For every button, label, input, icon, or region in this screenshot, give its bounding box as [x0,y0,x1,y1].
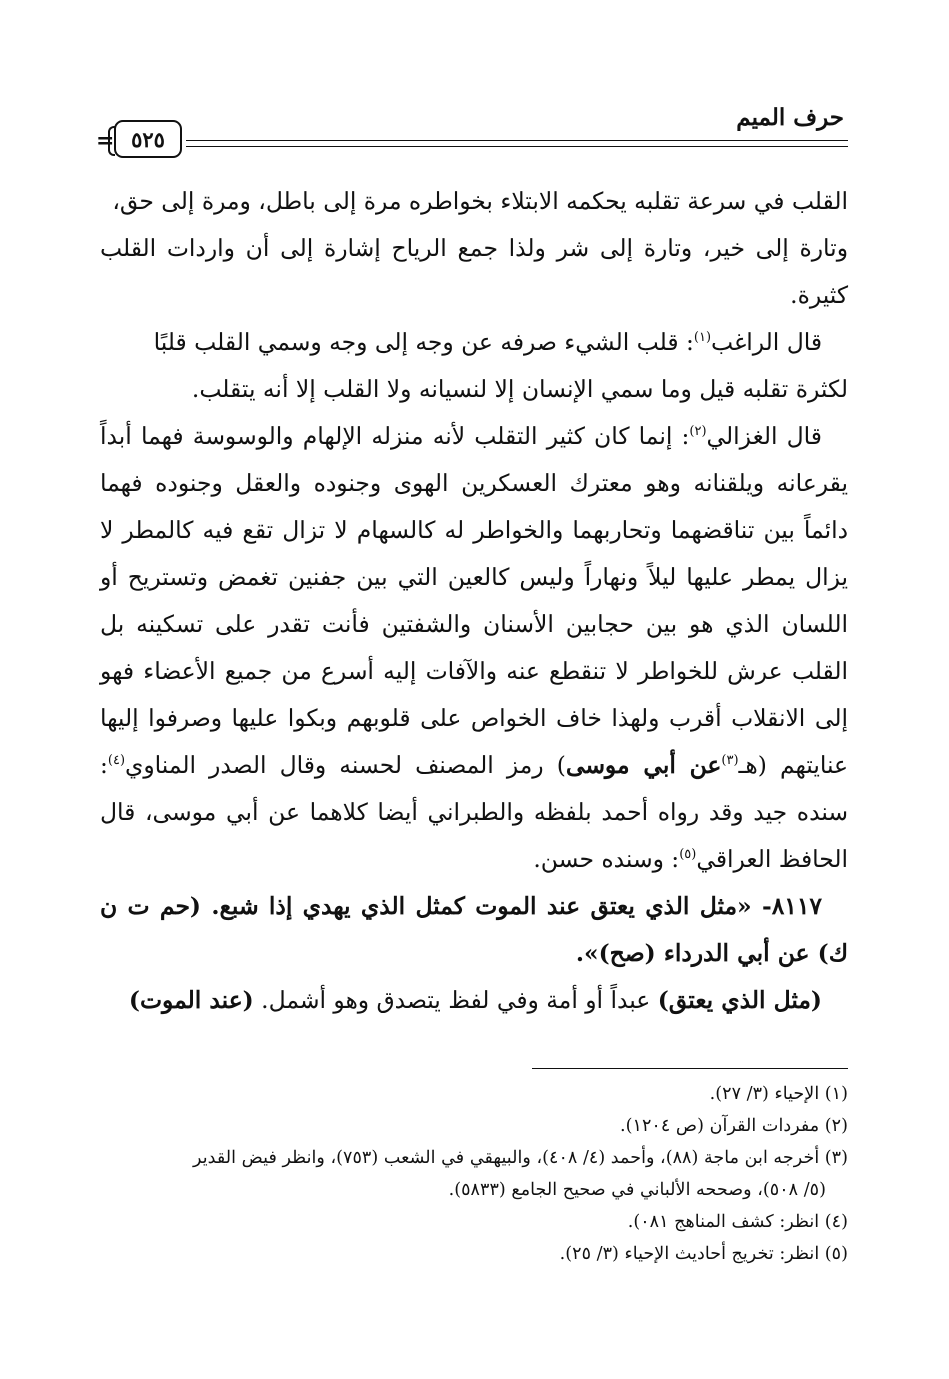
header-rule-top [186,140,848,141]
hadith-text: ٨١١٧- «مثل الذي يعتق عند الموت كمثل الذي يهدي إذا شبع. (حم ت ن ك) عن أبي الدرداء (صح)». [100,892,848,967]
main-text [100,178,848,1024]
commentary-paragraph [100,977,848,1024]
paragraph-1-line-1: القلب في سرعة تقلبه يحكمه الابتلاء بخواطره مرة إلى باطل، ومرة إلى حق، [112,187,848,215]
page-number-badge [114,120,182,158]
footnote-ref-1: (١) [693,330,712,346]
paragraph-ghazali [100,413,848,883]
grading-text: ) رمز المصنف لحسنه وقال الصدر المناوي [125,751,566,779]
paragraph-1 [100,178,848,319]
footnote-3: (٣) أخرجه ابن ماجة (٨٨)، وأحمد (٤/ ٤٠٨)، والبيهقي في الشعب (٧٥٣)، وانظر فيض القدير [193,1148,848,1168]
footnote-ref-4: (٤) [107,753,126,769]
chapter-title: حرف الميم [736,104,844,131]
sanad-text-end: : وسنده حسن. [533,845,680,873]
commentary-text: عبداً أو أمة وفي لفظ يتصدق وهو أشمل. [253,986,658,1014]
footnotes [100,1078,848,1270]
footnote-ref-3: (٣) [721,753,739,769]
page-header [96,98,848,166]
paragraph-raghib [100,319,848,413]
raghib-intro: قال الراغب [711,328,822,356]
footnote-ref-5: (٥) [679,847,697,863]
hadith-entry [100,883,848,977]
footnote-ref-2: (٢) [689,424,707,440]
ghazali-quote: : إنما كان كثير التقلب لأنه منزله الإلهام والوسوسة فهما أبداً يقرعانه ويلقنانه وهو معترك العسكرين الهوى وجنوده والعقل وجنوده فهما دائماً بين تناقضهما وتحاربهما والخواطر له كالسهام لا تزال تقع فيه كالمطر لا يزال يمطر عليها ليلاً ونهاراً وليس كالعين التي بين جفنين تغمض وتستريح أو اللسان الذي هو بين حجابين الأسنان والشفتين فأنت تقدر على تسكينه بل القلب عرش للخواطر لا تنقطع عنه والآفات إليه أسرع من جميع الأعضاء فهو إلى الانقلاب أقرب ولهذا خاف الخواص على قلوبهم وبكوا عليها وصرفوا إليها عنايتهم (هـ [100,422,849,779]
sanad-text: : سنده جيد وقد رواه أحمد بلفظه والطبراني أيضا كلاهما عن أبي موسى، قال الحافظ العراقي [100,751,848,873]
page-number: ٥٢٥ [131,126,165,152]
raghib-quote: : قلب الشيء صرفه عن وجه إلى وجه وسمي القلب قلبًا [153,328,694,356]
margin-mark: = [96,128,115,154]
footnote-5: (٥) انظر: تخريج أحاديث الإحياء (٣/ ٢٥). [559,1244,848,1264]
commentary-lemma-2: (عند الموت) [128,986,254,1014]
ghazali-intro: قال الغزالي [706,422,822,450]
footnote-4: (٤) انظر: كشف المناهج ٠٨١). [627,1212,848,1232]
footnote-separator [532,1068,848,1069]
header-rule-bottom [186,146,848,147]
footnote-3-continuation: (٥/ ٥٠٨)، وصححه الألباني في صحيح الجامع (٥٨٣٣). [448,1180,826,1200]
paragraph-1-line-2: وتارة إلى خير، وتارة إلى شر ولذا جمع الرياح إشارة إلى أن واردات القلب كثيرة. [100,234,848,309]
raghib-quote-line-2: لكثرة تقلبه قيل وما سمي الإنسان إلا لنسيانه ولا القلب إلا أنه يتقلب. [191,375,848,403]
footnote-2: (٢) مفردات القرآن (ص ١٢٠٤). [620,1116,848,1136]
footnote-1: (١) الإحياء (٣/ ٢٧). [709,1084,848,1104]
commentary-lemma-1: (مثل الذي يعتق) [657,986,822,1014]
narrator-name: عن أبي موسى [565,751,722,779]
